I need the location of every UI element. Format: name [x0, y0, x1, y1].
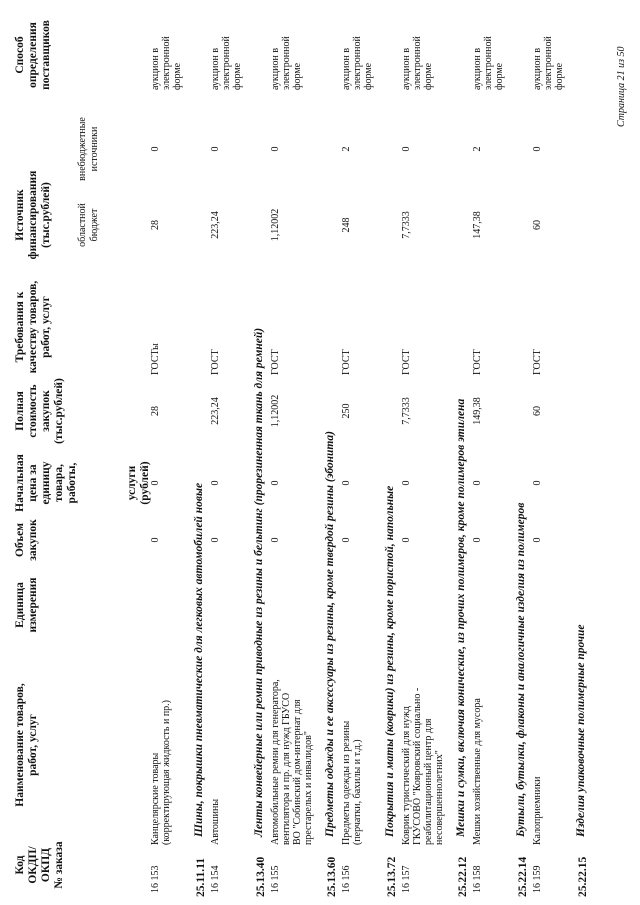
item-price: 0: [532, 480, 543, 486]
item-code: 16 158: [472, 865, 483, 893]
group-code: 25.11.11: [195, 858, 207, 897]
item-offbudget: 0: [150, 146, 161, 152]
header-volume: закупок: [27, 519, 39, 561]
item-price: 0: [401, 480, 412, 486]
header-start-price-services: услуги: [126, 465, 138, 501]
item-name: Калоприемники: [532, 776, 543, 845]
item-offbudget: 2: [472, 146, 483, 152]
item-name: Автошины: [210, 798, 221, 845]
item-name: реабилитационный центр для: [423, 718, 434, 845]
item-offbudget: 0: [401, 146, 412, 152]
item-name: Предметы одежды из резины: [341, 720, 352, 845]
item-regional: 7,7333: [401, 211, 412, 239]
header-code: № заказа: [53, 841, 65, 889]
item-requirements: ГОСТ: [472, 349, 483, 375]
header-code: ОКПД: [40, 847, 52, 883]
header-total: (тыс.рублей): [53, 378, 65, 444]
item-method: аукцион в: [210, 47, 221, 90]
item-name: Мешки хозяйственные для мусора: [472, 698, 483, 845]
item-requirements: ГОСТ: [341, 349, 352, 375]
header-requirements: Требования к: [14, 291, 26, 363]
header-total: Полная: [14, 391, 26, 431]
header-funding-offbudget: источники: [89, 126, 100, 172]
item-price: 0: [341, 480, 352, 486]
item-volume: 0: [150, 537, 161, 543]
item-code: 16 154: [210, 865, 221, 893]
item-offbudget: 2: [341, 146, 352, 152]
item-name: Автомобильные ремни для генератора,: [270, 679, 281, 845]
item-total: 7,7333: [401, 397, 412, 425]
header-start-price: единицу: [40, 461, 52, 505]
item-method: форме: [423, 62, 434, 90]
header-start-price: работы,: [66, 462, 78, 504]
item-total: 250: [341, 403, 352, 419]
item-method: электронной: [161, 36, 172, 90]
item-method: форме: [232, 62, 243, 90]
item-method: аукцион в: [270, 47, 281, 90]
item-code: 16 155: [270, 865, 281, 893]
group-title: Покрытия и маты (коврики) из резины, кроме пористой, напольные: [384, 485, 396, 837]
item-method: форме: [554, 62, 565, 90]
item-method: форме: [494, 62, 505, 90]
group-title: Ленты конвейерные или ремни приводные из резины и бельтинг (прорезиненная ткань для ремней): [253, 327, 265, 837]
item-regional: 248: [341, 217, 352, 233]
item-name: несовершеннолетних": [434, 750, 445, 845]
item-method: аукцион в: [341, 47, 352, 90]
item-name: ВО "Собинский дом-интернат для: [292, 699, 303, 845]
item-total: 60: [532, 406, 543, 416]
item-volume: 0: [401, 537, 412, 543]
header-total: закупок: [40, 390, 52, 432]
item-volume: 0: [472, 537, 483, 543]
item-name: (перчатки, бахилы и т.д.): [352, 739, 363, 845]
item-method: аукцион в: [532, 47, 543, 90]
item-regional: 60: [532, 220, 543, 230]
item-code: 16 159: [532, 865, 543, 893]
item-offbudget: 0: [210, 146, 221, 152]
header-total: стоимость: [27, 384, 39, 438]
group-title: Изделия упаковочные полимерные прочие: [575, 624, 587, 837]
header-method: Способ: [14, 36, 26, 74]
header-requirements: качеству товаров,: [27, 280, 39, 374]
item-offbudget: 0: [532, 146, 543, 152]
item-method: электронной: [281, 36, 292, 90]
item-price: 0: [472, 480, 483, 486]
item-method: форме: [172, 62, 183, 90]
header-method: поставщиков: [40, 20, 52, 90]
item-name: Канцелярские товары: [150, 752, 161, 845]
header-start-price: Начальная: [14, 454, 26, 512]
item-method: электронной: [543, 36, 554, 90]
item-total: 149,38: [472, 397, 483, 425]
item-name: ГКУСОВО "Ковровский социально -: [412, 687, 423, 845]
item-price: 0: [150, 480, 161, 486]
item-price: 0: [270, 480, 281, 486]
item-code: 16 156: [341, 865, 352, 893]
item-name: престарелых и инвалидов": [303, 731, 314, 845]
header-funding: (тыс.рублей): [40, 182, 52, 248]
group-title: Предметы одежды и ее аксессуары из резины, кроме твердой резины (эбонита): [324, 431, 336, 837]
item-regional: 28: [150, 220, 161, 230]
item-name: вентилятора и пр. для нужд ГБУСО: [281, 692, 292, 845]
item-method: электронной: [221, 36, 232, 90]
item-method: электронной: [412, 36, 423, 90]
item-method: аукцион в: [401, 47, 412, 90]
item-requirements: ГОСТ: [401, 349, 412, 375]
item-total: 28: [150, 406, 161, 416]
group-code: 25.13.72: [386, 856, 398, 897]
item-method: форме: [292, 62, 303, 90]
item-method: электронной: [483, 36, 494, 90]
item-total: 223,24: [210, 397, 221, 425]
item-volume: 0: [210, 537, 221, 543]
item-code: 16 153: [150, 865, 161, 893]
header-start-price: товара,: [53, 464, 65, 502]
page-number: Страница 21 из 50: [616, 46, 627, 127]
item-code: 16 157: [401, 865, 412, 893]
item-method: аукцион в: [150, 47, 161, 90]
item-requirements: ГОСТ: [532, 349, 543, 375]
item-regional: 1,12002: [270, 208, 281, 242]
item-method: электронной: [352, 36, 363, 90]
header-funding: Источник: [14, 189, 26, 241]
header-funding-offbudget: внебюджетные: [77, 117, 88, 181]
item-requirements: ГОСТ: [210, 349, 221, 375]
group-title: Бутыли, бутылки, флаконы и аналогичные изделия из полимеров: [515, 502, 527, 837]
group-code: 25.13.40: [255, 856, 267, 897]
item-regional: 147,38: [472, 211, 483, 239]
item-total: 1,12002: [270, 394, 281, 428]
header-code: Код: [14, 855, 26, 875]
header-funding-regional: бюджет: [89, 208, 100, 242]
item-requirements: ГОСТ: [270, 349, 281, 375]
item-name: (корректирующая жидкость и пр.): [161, 700, 172, 845]
header-start-price-services: (рублей): [139, 461, 151, 505]
item-offbudget: 0: [270, 146, 281, 152]
item-requirements: ГОСТы: [150, 343, 161, 375]
header-method: определения: [27, 22, 39, 88]
item-regional: 223,24: [210, 211, 221, 239]
group-code: 25.13.60: [326, 856, 338, 897]
header-unit: измерения: [27, 577, 39, 633]
group-title: Мешки и сумки, включая конические, из прочих полимеров, кроме полимеров этилена: [455, 398, 467, 837]
header-unit: Единица: [14, 582, 26, 628]
item-volume: 0: [270, 537, 281, 543]
item-volume: 0: [341, 537, 352, 543]
item-method: форме: [363, 62, 374, 90]
header-funding: финансирования: [27, 170, 39, 260]
header-name: работ, услуг: [27, 714, 39, 776]
header-requirements: работ, услуг: [40, 296, 52, 358]
header-start-price: цена за: [27, 464, 39, 502]
header-funding-regional: областной: [77, 203, 88, 247]
group-title: Шины, покрышки пневматические для легковых автомобилей новые: [193, 482, 205, 837]
header-name: Наименование товаров,: [14, 683, 26, 807]
item-name: Коврик туристический для нужд: [401, 706, 412, 845]
group-code: 25.22.15: [577, 856, 589, 897]
header-volume: Объем: [14, 522, 26, 558]
group-code: 25.22.14: [517, 856, 529, 897]
header-code: ОКДП/: [27, 846, 39, 884]
group-code: 25.22.12: [457, 856, 469, 897]
item-price: 0: [210, 480, 221, 486]
item-volume: 0: [532, 537, 543, 543]
item-method: аукцион в: [472, 47, 483, 90]
